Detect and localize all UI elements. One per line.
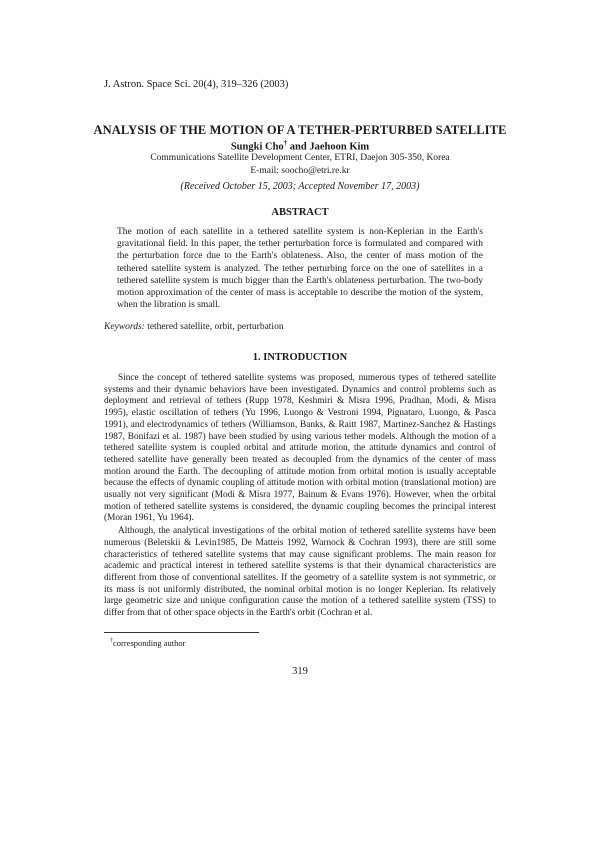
corresponding-mark: † [283, 139, 288, 147]
abstract-heading: ABSTRACT [271, 207, 329, 218]
author-line [0, 139, 600, 153]
journal-citation: J. Astron. Space Sci. 20(4), 319–326 (2003) [104, 79, 289, 90]
author-connector: and [287, 141, 310, 153]
footnote [110, 638, 185, 648]
paper-title: ANALYSIS OF THE MOTION OF A TETHER-PERTURBED SATELLITE [93, 123, 507, 137]
affiliation: Communications Satellite Development Center, ETRI, Daejon 305-350, Korea [150, 153, 450, 163]
footnote-text: corresponding author [113, 638, 186, 648]
keywords [104, 322, 284, 332]
footnote-mark: † [110, 638, 113, 645]
author-name: Jaehoon Kim [309, 141, 370, 153]
footnote-rule [104, 632, 259, 633]
abstract-text: The motion of each satellite in a tethered satellite system is non-Keplerian in the Earth's gravitational field. In this paper, the tether perturbation force is formulated and compared with the perturbation force due to the Earth's oblateness. Also, the center of mass motion of the tethered satellite system is analyzed. The tether perturbing force on the one of satellites in a tethered satellite system is much bigger than the Earth's oblateness perturbation. The two-body motion approximation of the center of mass is acceptable to describe the motion of the system, when the libration is small. [117, 227, 483, 311]
author-email: E-mail: soocho@etri.re.kr [250, 166, 350, 176]
paragraph: Although, the analytical investigations of the orbital motion of tethered satellite systems have been numerous (Beletskii & Levin1985, De Matteis 1992, Warnock & Cochran 1993), there are still some characteristics of tethered satellite systems that may cause significant problems. The main reason for academic and practical interest in tethered satellite systems is that their dynamical characteristics are different from those of conventional satellites. If the geometry of a satellite system is not symmetric, or its mass is not uniformly distributed, the nominal orbital motion is no longer Keplerian. Its relatively large geometric size and unique configuration cause the motion of a tethered satellite system (TSS) to differ from that of other space objects in the Earth's orbit (Cochran et al. [104, 526, 496, 619]
received-dates: (Received October 15, 2003; Accepted November 17, 2003) [180, 181, 420, 192]
author-name: Sungki Cho [230, 141, 284, 153]
section-heading: 1. INTRODUCTION [252, 352, 348, 363]
keywords-label: Keywords: [104, 322, 145, 332]
paragraph: Since the concept of tethered satellite systems was proposed, numerous types of tethered satellite systems and their dynamic behaviors have been investigated. Dynamics and control problems such as deployment and retrieval of tethers (Rupp 1978, Keshmiri & Misra 1996, Pradhan, Modi, & Misra 1995), elastic oscillation of tethers (Yu 1996, Luongo & Vestroni 1994, Pignataro, Luongo, & Pasca 1991), and electrodynamics of tethers (Williamson, Banks, & Raitt 1987, Martinez-Sanchez & Hastings 1987, Bonifazi et al. 1987) have been studied by using various tether models. Although the motion of a tethered satellite system is coupled orbital and attitude motion, the attitude dynamics and control of tethered satellite have generally been treated as decoupled from the dynamics of the center of mass motion around the Earth. The decoupling of attitude motion from orbital motion is usually acceptable because the effects of dynamic coupling of attitude motion with orbital motion (translational motion) are usually not very significant (Modi & Misra 1977, Bainum & Evans 1976). However, when the orbital motion of tethered satellite systems is considered, the dynamic coupling becomes the principal interest (Moran 1961, Yu 1964). [104, 373, 496, 524]
keywords-text: tethered satellite, orbit, perturbation [144, 322, 284, 332]
page-number: 319 [292, 666, 308, 677]
body-text [104, 373, 496, 620]
